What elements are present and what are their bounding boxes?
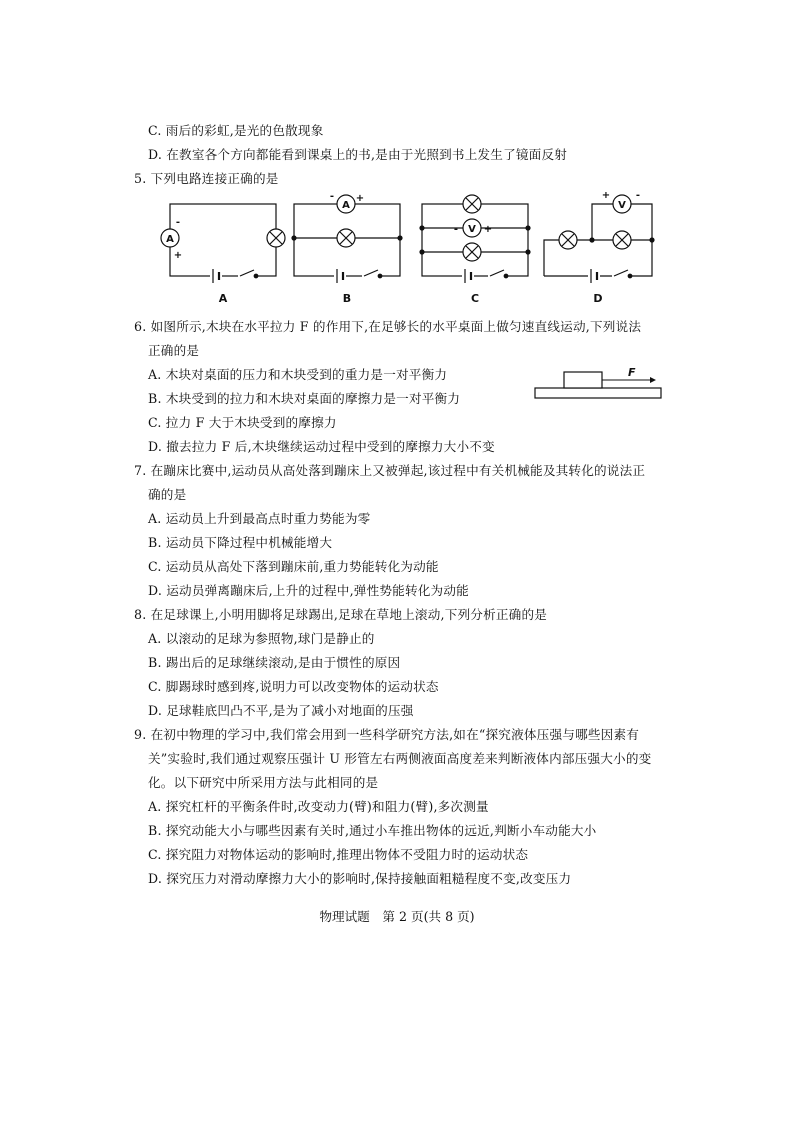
q9-stem-line2: 关”实验时,我们通过观察压强计 U 形管左右两侧液面高度差来判断液体内部压强大小的变 xyxy=(148,751,652,766)
force-label: F xyxy=(628,366,636,379)
q7-option-d: D. 运动员弹离蹦床后,上升的过程中,弹性势能转化为动能 xyxy=(148,583,469,598)
svg-text:-: - xyxy=(329,192,335,202)
svg-text:+: + xyxy=(601,192,611,201)
q6-option-a: A. 木块对桌面的压力和木块受到的重力是一对平衡力 xyxy=(148,367,448,382)
circuit-label-d: D xyxy=(593,292,603,305)
circuit-label-a: A xyxy=(218,292,228,305)
q7-stem-line1: 7. 在蹦床比赛中,运动员从高处落到蹦床上又被弹起,该过程中有关机械能及其转化的说法正 xyxy=(134,463,646,478)
q7-option-c: C. 运动员从高处下落到蹦床前,重力势能转化为动能 xyxy=(148,559,439,574)
q9-option-d: D. 探究压力对滑动摩擦力大小的影响时,保持接触面粗糙程度不变,改变压力 xyxy=(148,871,572,886)
q6-option-c: C. 拉力 F 大于木块受到的摩擦力 xyxy=(148,415,337,430)
page-footer: 物理试题 第 2 页(共 8 页) xyxy=(319,909,475,924)
svg-text:+: + xyxy=(355,193,365,204)
q8-stem: 8. 在足球课上,小明用脚将足球踢出,足球在草地上滚动,下列分析正确的是 xyxy=(134,607,548,622)
ammeter-a-symbol: A xyxy=(166,234,174,245)
q6-stem-line1: 6. 如图所示,木块在水平拉力 F 的作用下,在足够长的水平桌面上做匀速直线运动,下列说法 xyxy=(134,319,642,334)
q8-option-b: B. 踢出后的足球继续滚动,是由于惯性的原因 xyxy=(148,655,401,670)
q7-option-b: B. 运动员下降过程中机械能增大 xyxy=(148,535,333,550)
prev-option-d: D. 在教室各个方向都能看到课桌上的书,是由于光照到书上发生了镜面反射 xyxy=(148,147,568,162)
q5-stem: 5. 下列电路连接正确的是 xyxy=(134,171,279,186)
q9-option-a: A. 探究杠杆的平衡条件时,改变动力(臂)和阻力(臂),多次测量 xyxy=(148,799,489,814)
voltmeter-c-symbol: V xyxy=(468,224,476,235)
q9-option-b: B. 探究动能大小与哪些因素有关时,通过小车推出物体的远近,判断小车动能大小 xyxy=(148,823,597,838)
prev-option-c: C. 雨后的彩虹,是光的色散现象 xyxy=(148,123,324,138)
svg-text:+: + xyxy=(173,250,183,261)
q9-stem-line1: 9. 在初中物理的学习中,我们常会用到一些科学研究方法,如在“探究液体压强与哪些因素有 xyxy=(134,727,640,742)
svg-text:+: + xyxy=(483,224,493,235)
circuit-a xyxy=(161,204,285,283)
voltmeter-d-symbol: V xyxy=(618,200,626,211)
q8-option-d: D. 足球鞋底凹凸不平,是为了减小对地面的压强 xyxy=(148,703,414,718)
circuit-label-b: B xyxy=(342,292,352,305)
svg-text:-: - xyxy=(175,217,181,228)
q7-option-a: A. 运动员上升到最高点时重力势能为零 xyxy=(148,511,371,526)
circuit-label-c: C xyxy=(470,292,480,305)
q9-stem-line3: 化。以下研究中所采用方法与此相同的是 xyxy=(148,775,379,790)
q5-circuit-figure xyxy=(150,192,670,312)
q6-option-b: B. 木块受到的拉力和木块对桌面的摩擦力是一对平衡力 xyxy=(148,391,461,406)
q6-stem-line2: 正确的是 xyxy=(148,343,200,358)
q8-option-a: A. 以滚动的足球为参照物,球门是静止的 xyxy=(148,631,375,646)
q9-option-c: C. 探究阻力对物体运动的影响时,推理出物体不受阻力时的运动状态 xyxy=(148,847,529,862)
svg-text:-: - xyxy=(453,224,459,235)
ammeter-b-symbol: A xyxy=(342,200,350,211)
q7-stem-line2: 确的是 xyxy=(148,487,187,502)
circuit-c xyxy=(420,195,530,283)
q8-option-c: C. 脚踢球时感到疼,说明力可以改变物体的运动状态 xyxy=(148,679,439,694)
q6-block-figure xyxy=(532,364,672,404)
circuit-d xyxy=(544,195,654,283)
svg-text:-: - xyxy=(635,192,641,201)
q6-option-d: D. 撤去拉力 F 后,木块继续运动过程中受到的摩擦力大小不变 xyxy=(148,439,495,454)
